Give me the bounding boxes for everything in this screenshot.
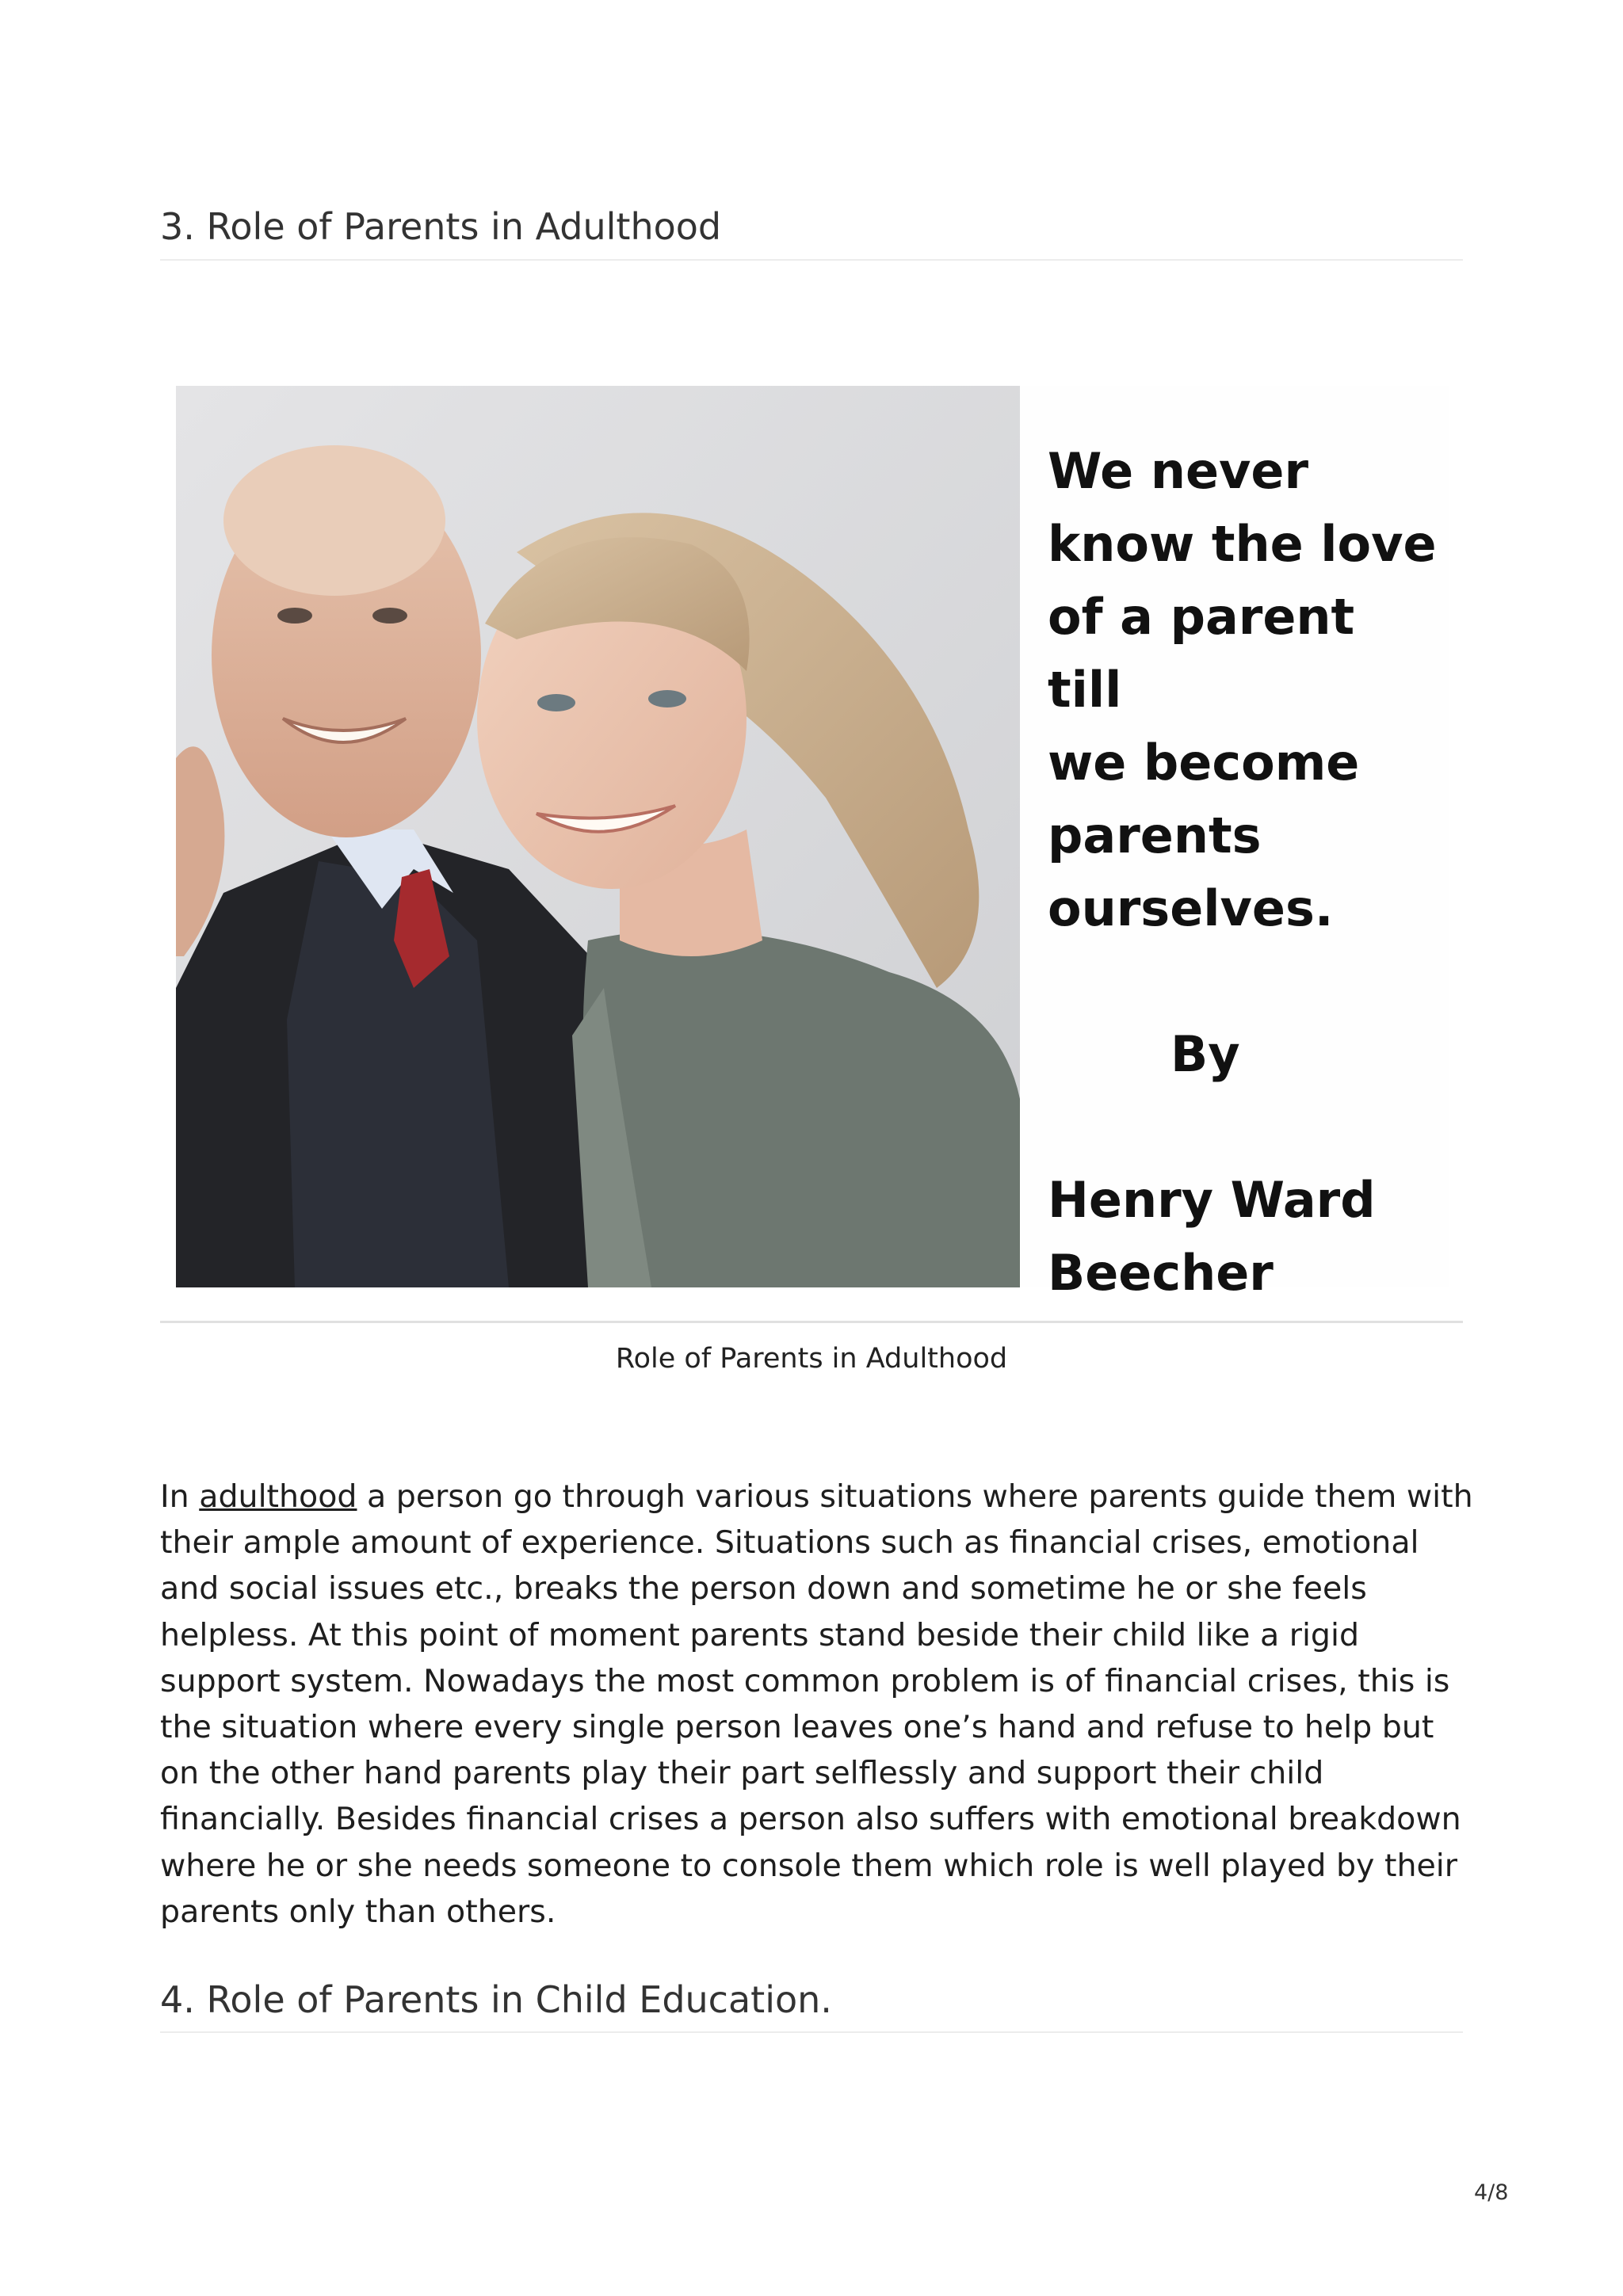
quote-line: ourselves. — [1048, 879, 1334, 937]
page-number: 4/8 — [1474, 2180, 1509, 2205]
quote-block — [1048, 435, 1444, 1310]
caption-divider — [160, 1321, 1463, 1323]
paragraph-body: a person go through various situations where parents guide them with their ample amount of experience. Situations such as financial crises, emotional and social issues etc., breaks the person down and sometime he or she feels helpless. At this point of moment parents stand beside their child like a rigid support system. Nowadays the most common problem is of financial crises, this is the situation where every single person leaves one’s hand and refuse to help but on the other hand parents play their part selflessly and support their child financially. Besides financial crises a person also suffers with emotional breakdown where he or she needs someone to console them which role is well played by their parents only than others. — [160, 1478, 1473, 1930]
quote-line: we become — [1048, 734, 1360, 791]
figure-caption: Role of Parents in Adulthood — [615, 1343, 1008, 1375]
section-heading-child-education: 4. Role of Parents in Child Education. — [160, 1978, 832, 2021]
adulthood-link[interactable]: adulthood — [199, 1478, 357, 1515]
quote-line: of a parent till — [1048, 588, 1355, 719]
quote-author-line: Beecher — [1048, 1244, 1274, 1302]
heading-divider — [160, 2031, 1463, 2033]
quote-author-line: Henry Ward — [1048, 1171, 1376, 1229]
quote-line: parents — [1048, 807, 1262, 864]
heading-divider — [160, 259, 1463, 261]
quote-author — [1048, 1164, 1444, 1310]
quote-by-label: By — [1170, 1025, 1240, 1083]
father-daughter-photo — [176, 386, 1020, 1287]
quote-line: know the love — [1048, 515, 1437, 573]
body-paragraph — [160, 1474, 1476, 1935]
paragraph-lead: In — [160, 1478, 200, 1515]
section-heading-adulthood: 3. Role of Parents in Adulthood — [160, 205, 722, 248]
quote-line: We never — [1048, 442, 1309, 500]
quote-figure — [176, 386, 1449, 1302]
